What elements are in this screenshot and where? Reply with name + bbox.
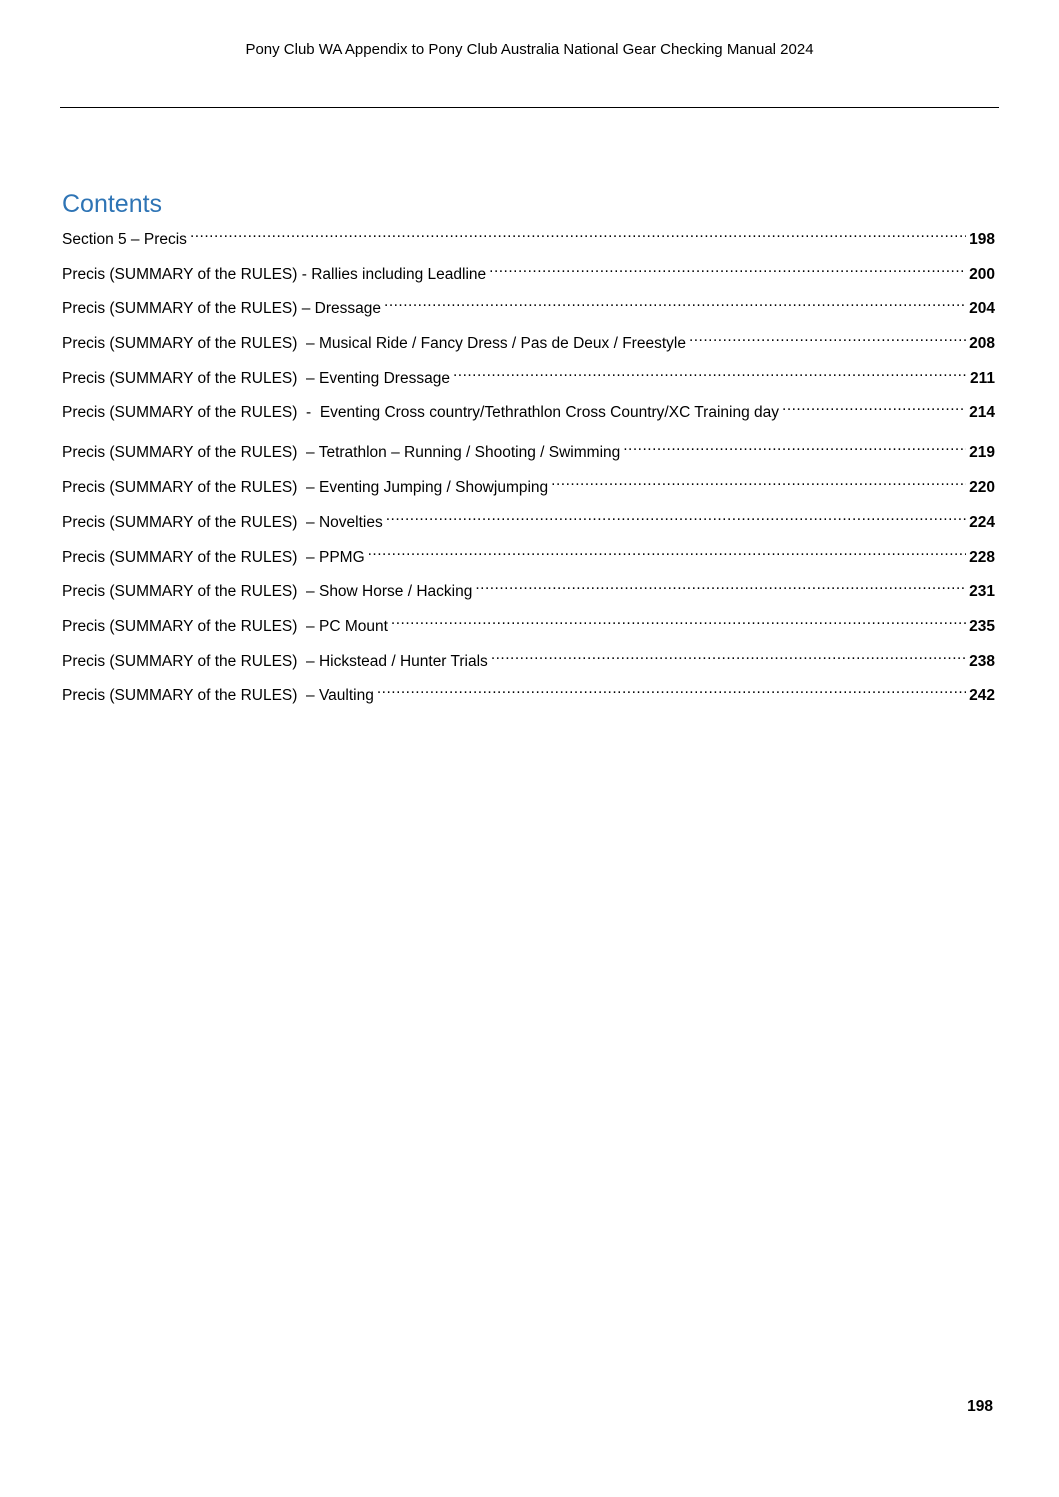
header-divider	[60, 107, 999, 108]
dot-leader	[374, 678, 966, 700]
dot-leader	[365, 540, 967, 562]
toc-entry[interactable]	[62, 222, 995, 248]
toc-entry-label: Precis (SUMMARY of the RULES) – Eventing Jumping / Showjumping	[62, 479, 549, 496]
toc-entry[interactable]	[62, 574, 995, 600]
toc-entry-label: Precis (SUMMARY of the RULES) – Eventing Dressage	[62, 370, 450, 387]
dot-leader	[381, 291, 966, 313]
toc-entry-page: 242	[969, 687, 995, 704]
dot-leader	[486, 257, 966, 279]
toc-entry[interactable]	[62, 291, 995, 317]
toc-entry-label: Precis (SUMMARY of the RULES) – Show Horse / Hacking	[62, 583, 473, 600]
toc-entry[interactable]	[62, 395, 995, 421]
toc-entry[interactable]	[62, 361, 995, 387]
toc-entry-label: Precis (SUMMARY of the RULES) – Musical Ride / Fancy Dress / Pas de Deux / Freestyle	[62, 335, 686, 352]
toc-entry-page: 220	[969, 479, 995, 496]
toc-entry-page: 208	[969, 335, 995, 352]
toc-entry[interactable]	[62, 678, 995, 704]
toc-entry[interactable]	[62, 257, 995, 283]
toc-entry[interactable]	[62, 644, 995, 670]
dot-leader	[620, 435, 966, 457]
toc-entry-page: 224	[969, 514, 995, 531]
dot-leader	[779, 395, 966, 417]
dot-leader	[548, 470, 966, 492]
toc-entry-label: Precis (SUMMARY of the RULES) - Rallies including Leadline	[62, 266, 487, 283]
toc-entry-label: Precis (SUMMARY of the RULES) – Novelties	[62, 514, 383, 531]
dot-leader	[488, 644, 966, 666]
toc-entry[interactable]	[62, 435, 995, 461]
toc-entry-label: Section 5 – Precis	[62, 231, 187, 248]
toc-entry-label: Precis (SUMMARY of the RULES) – PC Mount	[62, 618, 388, 635]
toc-entry-page: 219	[969, 444, 995, 461]
dot-leader	[686, 326, 966, 348]
toc-entry-page: 235	[969, 618, 995, 635]
dot-leader	[383, 505, 966, 527]
toc-entry[interactable]	[62, 326, 995, 352]
toc-entry[interactable]	[62, 540, 995, 566]
toc-entry[interactable]	[62, 470, 995, 496]
toc-entry-page: 211	[969, 370, 995, 387]
toc-entry-page: 238	[969, 653, 995, 670]
dot-leader	[450, 361, 967, 383]
toc-entry-page: 231	[969, 583, 995, 600]
toc-entry-label: Precis (SUMMARY of the RULES) – Tetrathlon – Running / Shooting / Swimming	[62, 444, 621, 461]
dot-leader	[388, 609, 966, 631]
toc-entry-page: 204	[969, 300, 995, 317]
toc-entry-page: 198	[969, 231, 995, 248]
dot-leader	[472, 574, 966, 596]
toc-entry-label: Precis (SUMMARY of the RULES) – PPMG	[62, 549, 365, 566]
toc-entry-label: Precis (SUMMARY of the RULES) – Dressage	[62, 300, 382, 317]
toc-entry-page: 214	[969, 404, 995, 421]
toc-entry[interactable]	[62, 505, 995, 531]
toc-entry-page: 228	[969, 549, 995, 566]
toc-entry-label: Precis (SUMMARY of the RULES) – Vaulting	[62, 687, 374, 704]
toc-title: Contents	[62, 190, 163, 218]
toc-entry[interactable]	[62, 609, 995, 635]
toc-entry-label: Precis (SUMMARY of the RULES) - Eventing Cross country/Tethrathlon Cross Country/XC Training day	[62, 404, 780, 421]
toc-entry-label: Precis (SUMMARY of the RULES) – Hickstead / Hunter Trials	[62, 653, 488, 670]
toc-entry-page: 200	[969, 266, 995, 283]
page-header: Pony Club WA Appendix to Pony Club Australia National Gear Checking Manual 2024	[245, 41, 814, 58]
page-number: 198	[967, 1398, 993, 1415]
dot-leader	[187, 222, 966, 244]
